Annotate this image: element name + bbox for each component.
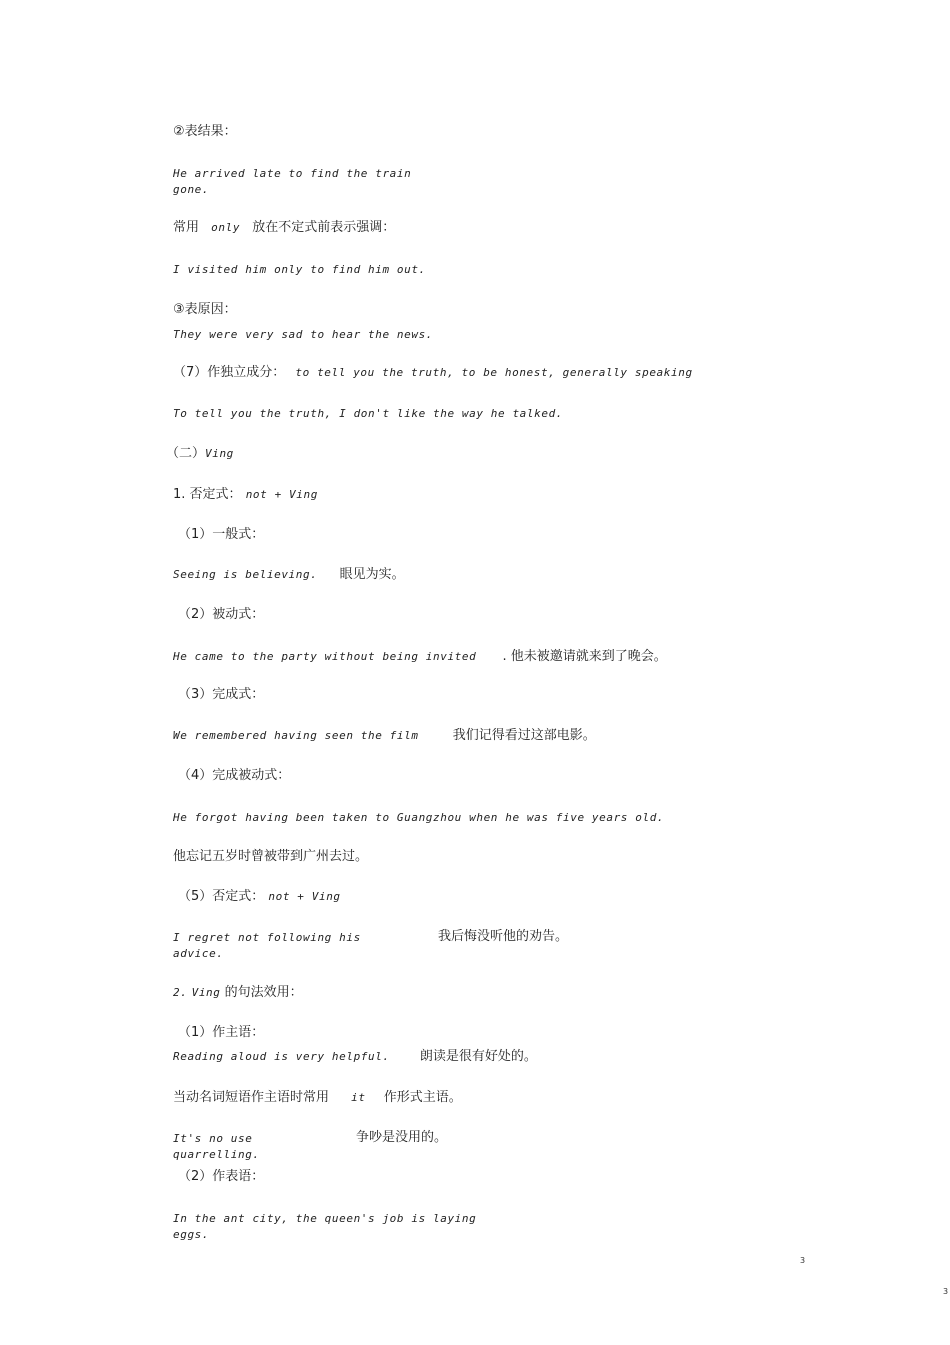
example-sentence	[173, 649, 667, 665]
example-sentence: I visited him only to find him out.	[173, 263, 426, 276]
sub-heading: （2）被动式：	[178, 607, 265, 622]
line-result-heading: ②表结果：	[173, 124, 237, 139]
text: （5）否定式：	[178, 889, 265, 904]
example-sentence: He forgot having been taken to Guangzhou when he was five years old.	[173, 811, 665, 824]
text: （二）	[166, 446, 206, 461]
text-en: Reading aloud is very helpful.	[173, 1050, 390, 1063]
example-sentence	[173, 728, 596, 744]
negative-form-line	[178, 889, 341, 905]
line-reason-heading: ③表原因：	[173, 302, 237, 317]
sub-heading: （4）完成被动式：	[178, 768, 291, 783]
text: 1. 否定式：	[173, 487, 242, 502]
text-en: He came to the party without being invited	[173, 650, 477, 663]
example-sentence: In the ant city, the queen's job is laying eggs.	[173, 1212, 477, 1241]
text-en: it	[351, 1091, 366, 1104]
text: 我们记得看过这部电影。	[452, 728, 596, 743]
text: 朗读是很有好处的。	[419, 1049, 537, 1064]
translation-text: 我后悔没听他的劝告。	[438, 929, 569, 944]
translation-text: 争吵是没用的。	[356, 1130, 448, 1145]
text: 当动名词短语作主语时常用	[173, 1090, 330, 1105]
text-en: Ving	[205, 447, 234, 460]
page-number: 3	[800, 1256, 806, 1265]
independent-element-line	[173, 365, 693, 381]
note-line	[173, 1090, 462, 1106]
sub-heading: （1）一般式：	[178, 527, 265, 542]
example-sentence	[173, 567, 405, 583]
text: 眼见为实。	[339, 567, 405, 582]
text: 作形式主语。	[383, 1090, 462, 1105]
example-sentence: They were very sad to hear the news.	[173, 328, 434, 341]
example-sentence	[173, 1049, 537, 1065]
text-en: not + Ving	[245, 488, 318, 501]
note-line	[173, 220, 395, 236]
text-en: 2.	[173, 986, 188, 999]
text-en: Ving	[191, 986, 221, 999]
text: 放在不定式前表示强调：	[252, 220, 396, 235]
negative-form-line	[173, 487, 318, 503]
text: . 他未被邀请就来到了晚会。	[502, 649, 667, 664]
sub-heading: （2）作表语：	[178, 1169, 265, 1184]
text: （7）作独立成分：	[173, 365, 286, 380]
text-en: only	[211, 221, 241, 234]
sub-heading: （1）作主语：	[178, 1025, 265, 1040]
text-en: not + Ving	[268, 890, 341, 903]
text: 的句法效用：	[224, 985, 303, 1000]
text-en: to tell you the truth, to be honest, generally speaking	[295, 366, 693, 379]
translation-line: 他忘记五岁时曾被带到广州去过。	[173, 849, 369, 864]
sub-heading: （3）完成式：	[178, 687, 265, 702]
example-sentence: I regret not following his advice.	[173, 931, 361, 960]
example-sentence: To tell you the truth, I don't like the way he talked.	[173, 407, 564, 420]
section-heading-ving	[166, 446, 234, 462]
page-number-corner: 3	[943, 1287, 949, 1296]
example-sentence: It's no use quarrelling.	[173, 1132, 260, 1161]
example-sentence: He arrived late to find the train gone.	[173, 167, 412, 196]
text-en: Seeing is believing.	[173, 568, 318, 581]
text-en: We remembered having seen the film	[173, 729, 419, 742]
syntax-function-line	[173, 985, 303, 1001]
text: 常用	[173, 220, 200, 235]
